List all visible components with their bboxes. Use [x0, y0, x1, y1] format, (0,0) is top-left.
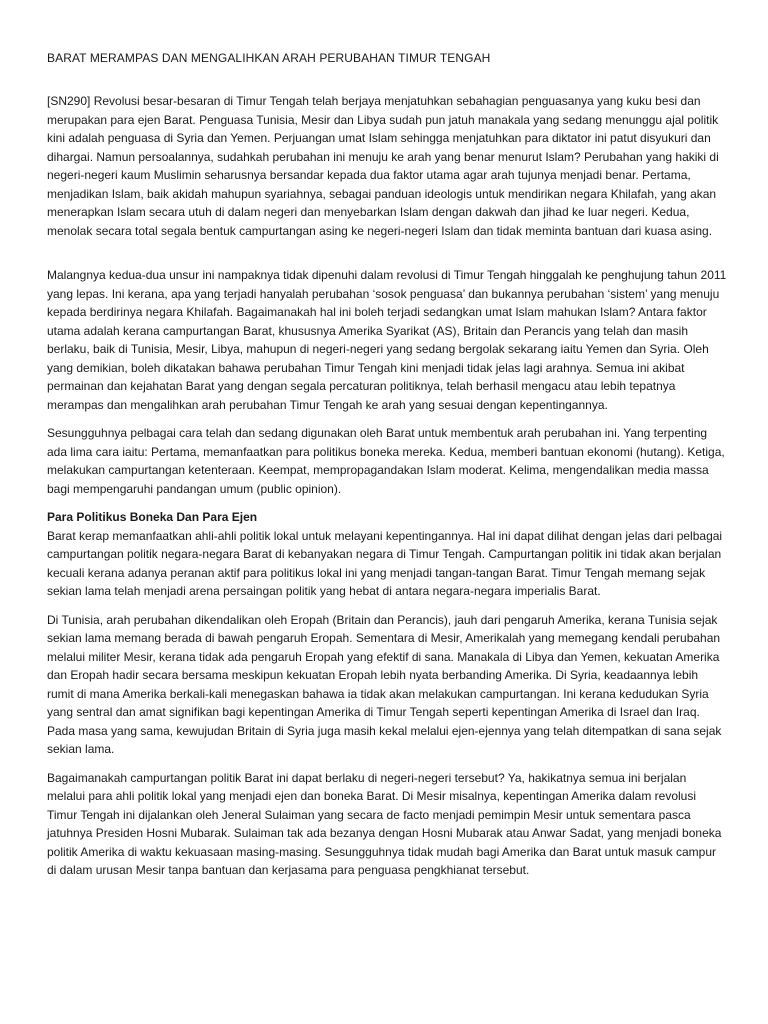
- section-paragraph-1: Barat kerap memanfaatkan ahli-ahli politik lokal untuk melayani kepentingannya. Hal ini dapat dilihat dengan jelas dari pelbagai campurtangan politik negara-negara Barat di kebanyakan negara di Timur Tengah. Campurtangan politik ini tidak akan berjalan kecuali kerana adanya peranan aktif para politikus lokal ini yang menjadi tangan-tangan Barat. Timur Tengah memang sejak sekian lama telah menjadi arena persaingan politik yang hebat di antara negara-negara imperialis Barat.: [47, 528, 723, 598]
- section-heading: Para Politikus Boneka Dan Para Ejen: [47, 510, 258, 524]
- paragraph-2: Malangnya kedua-dua unsur ini nampaknya tidak dipenuhi dalam revolusi di Timur Tengah hinggalah ke penghujung tahun 2011 yang lepas. Ini kerana, apa yang terjadi hanyalah perubahan ‘sosok penguasa’ dan bukannya perubahan ‘sistem’ yang menuju kepada berdirinya negara Khilafah. Bagaimanakah hal ini boleh terjadi sedangkan umat Islam mahukan Islam? Antara faktor utama adalah kerana campurtangan Barat, khususnya Amerika Syarikat (AS), Britain dan Perancis yang telah dan masih berlaku, baik di Tunisia, Mesir, Libya, mahupun di negeri-negeri yang sedang bergolak sekarang iaitu Yemen dan Syria. Oleh yang demikian, boleh dikatakan bahawa perubahan Timur Tengah kini menjadi tidak jelas lagi arahnya. Semua ini akibat permainan dan kejahatan Barat yang dengan segala percaturan politiknya, telah berhasil mengacu atau lebih tepatnya merampas dan mengalihkan arah perubahan Timur Tengah ke arah yang sesuai dengan kepentingannya.: [47, 268, 727, 412]
- section-paragraph-2: Di Tunisia, arah perubahan dikendalikan oleh Eropah (Britain dan Perancis), jauh dari pengaruh Amerika, kerana Tunisia sejak sekian lama memang berada di bawah pengaruh Eropah. Sementara di Mesir, Amerikalah yang memegang kendali perubahan melalui militer Mesir, kerana tidak ada pengaruh Eropah yang efektif di sana. Manakala di Libya dan Yemen, kekuatan Amerika dan Eropah hadir secara bersama meskipun kekuatan Eropah lebih nyata berbanding Amerika. Di Syria, keadaannya lebih rumit di mana Amerika berkali-kali menegaskan bahawa ia tidak akan melakukan campurtangan. Ini kerana kedudukan Syria yang sentral dan amat signifikan bagi kepentingan Amerika di Timur Tengah seperti kepentingan Amerika di Israel dan Iraq. Pada masa yang sama, kewujudan Britain di Syria juga masih kekal melalui ejen-ejennya yang telah ditempatkan di sana sejak sekian lama.: [47, 612, 722, 756]
- paragraph-3: Sesungguhnya pelbagai cara telah dan sedang digunakan oleh Barat untuk membentuk arah perubahan ini. Yang terpenting ada lima cara iaitu: Pertama, memanfaatkan para politikus boneka mereka. Kedua, memberi bantuan ekonomi (hutang). Ketiga, melakukan campurtangan ketenteraan. Keempat, mempropagandakan Islam moderat. Kelima, mengendalikan media massa bagi mempengaruhi pandangan umum (public opinion).: [47, 426, 725, 496]
- document-body: [47, 50, 727, 890]
- document-title: BARAT MERAMPAS DAN MENGALIHKAN ARAH PERUBAHAN TIMUR TENGAH: [47, 51, 491, 65]
- paragraph-intro: [SN290] Revolusi besar-besaran di Timur Tengah telah berjaya menjatuhkan sebahagian penguasanya yang kuku besi dan merupakan para ejen Barat. Penguasa Tunisia, Mesir dan Libya sudah pun jatuh manakala yang sedang menunggu ajal politik kini adalah penguasa di Syria dan Yemen. Perjuangan umat Islam sehingga menjatuhkan para diktator ini patut disyukuri dan dihargai. Namun persoalannya, sudahkah perubahan ini menuju ke arah yang benar menurut Islam? Perubahan yang hakiki di negeri-negeri kaum Muslimin seharusnya bersandar kepada dua faktor utama agar arah tujunya menjadi benar. Pertama, menjadikan Islam, baik akidah mahupun syariahnya, sebagai panduan ideologis untuk mendirikan negara Khilafah, yang akan menerapkan Islam secara utuh di dalam negeri dan menyebarkan Islam dengan dakwah dan jihad ke luar negeri. Kedua, menolak secara total segala bentuk campurtangan asing ke negeri-negeri Islam dan tidak meminta bantuan dari kuasa asing.: [47, 94, 719, 238]
- section-paragraph-3: Bagaimanakah campurtangan politik Barat ini dapat berlaku di negeri-negeri tersebut? Ya, hakikatnya semua ini berjalan melalui para ahli politik lokal yang menjadi ejen dan boneka Barat. Di Mesir misalnya, kepentingan Amerika dalam revolusi Timur Tengah ini dijalankan oleh Jeneral Sulaiman yang secara de facto menjadi pemimpin Mesir untuk sementara pasca jatuhnya Presiden Hosni Mubarak. Sulaiman tak ada bezanya dengan Hosni Mubarak atau Anwar Sadat, yang menjadi boneka politik Amerika di waktu kekuasaan masing-masing. Sesungguhnya tidak mudah bagi Amerika dan Barat untuk masuk campur di dalam urusan Mesir tanpa bantuan dan kerjasama para penguasa pengkhianat tersebut.: [47, 770, 722, 877]
